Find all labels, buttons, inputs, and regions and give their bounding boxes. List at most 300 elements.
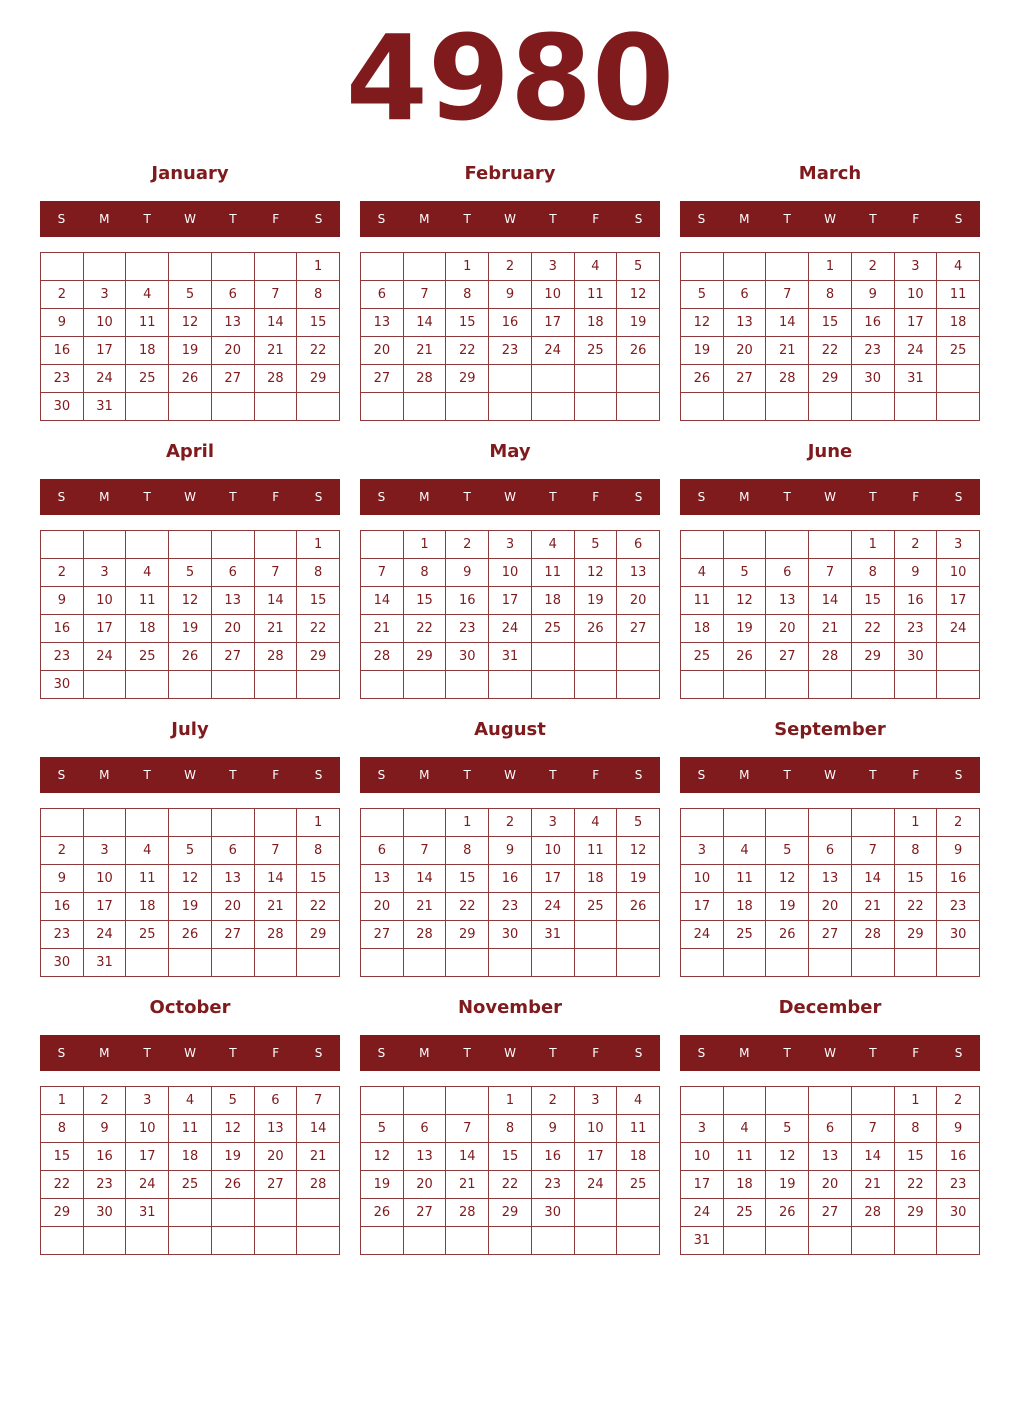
- empty-day-cell: [681, 531, 724, 559]
- day-cell: 10: [895, 281, 938, 309]
- empty-day-cell: [212, 531, 255, 559]
- day-cell: 24: [895, 337, 938, 365]
- day-cell: 11: [681, 587, 724, 615]
- weekday-label: F: [592, 490, 600, 504]
- empty-day-cell: [212, 253, 255, 281]
- day-cell: 9: [937, 1115, 980, 1143]
- day-cell: 2: [532, 1087, 575, 1115]
- day-cell: 27: [724, 365, 767, 393]
- day-cell: 21: [404, 337, 447, 365]
- day-cell: 29: [404, 643, 447, 671]
- weekday-label: T: [869, 212, 877, 226]
- day-cell: 19: [617, 865, 660, 893]
- day-cell: 6: [361, 281, 404, 309]
- day-cell: 10: [126, 1115, 169, 1143]
- day-cell: 20: [404, 1171, 447, 1199]
- day-cell: 17: [84, 337, 127, 365]
- day-cell: 22: [852, 615, 895, 643]
- weekday-label: M: [99, 490, 110, 504]
- empty-day-cell: [937, 643, 980, 671]
- weekday-label: S: [377, 212, 386, 226]
- day-cell: 11: [126, 587, 169, 615]
- empty-day-cell: [575, 671, 618, 699]
- empty-day-cell: [852, 1227, 895, 1255]
- day-cell: 7: [255, 281, 298, 309]
- day-cell: 15: [446, 309, 489, 337]
- day-cell: 26: [617, 337, 660, 365]
- day-cell: 24: [681, 921, 724, 949]
- day-cell: 21: [361, 615, 404, 643]
- weekday-header: [40, 1035, 340, 1071]
- empty-day-cell: [937, 365, 980, 393]
- empty-day-cell: [724, 253, 767, 281]
- day-cell: 11: [617, 1115, 660, 1143]
- day-cell: 9: [41, 865, 84, 893]
- day-cell: 4: [617, 1087, 660, 1115]
- day-cell: 15: [895, 1143, 938, 1171]
- empty-day-cell: [126, 1227, 169, 1255]
- day-cell: 9: [446, 559, 489, 587]
- day-cell: 16: [489, 309, 532, 337]
- empty-day-cell: [852, 393, 895, 421]
- empty-day-cell: [255, 253, 298, 281]
- day-cell: 30: [41, 393, 84, 421]
- day-cell: 29: [446, 365, 489, 393]
- day-cell: 20: [617, 587, 660, 615]
- day-cell: 11: [724, 865, 767, 893]
- day-cell: 26: [766, 1199, 809, 1227]
- day-cell: 14: [297, 1115, 340, 1143]
- day-cell: 4: [724, 1115, 767, 1143]
- day-cell: 14: [255, 309, 298, 337]
- day-cell: 12: [361, 1143, 404, 1171]
- day-cell: 31: [895, 365, 938, 393]
- day-cell: 7: [852, 837, 895, 865]
- empty-day-cell: [255, 949, 298, 977]
- day-cell: 28: [255, 643, 298, 671]
- month-september: [680, 714, 980, 942]
- day-cell: 26: [169, 921, 212, 949]
- empty-day-cell: [724, 671, 767, 699]
- day-cell: 4: [724, 837, 767, 865]
- empty-day-cell: [895, 671, 938, 699]
- day-cell: 23: [937, 893, 980, 921]
- month-december: [680, 992, 980, 1248]
- day-cell: 13: [404, 1143, 447, 1171]
- empty-day-cell: [212, 393, 255, 421]
- month-july: [40, 714, 340, 970]
- weekday-label: F: [912, 212, 920, 226]
- day-cell: 13: [617, 559, 660, 587]
- empty-day-cell: [84, 1227, 127, 1255]
- day-cell: 12: [575, 559, 618, 587]
- day-cell: 8: [895, 837, 938, 865]
- empty-day-cell: [809, 1227, 852, 1255]
- empty-day-cell: [724, 1087, 767, 1115]
- day-cell: 24: [532, 337, 575, 365]
- day-cell: 22: [446, 893, 489, 921]
- day-cell: 6: [212, 281, 255, 309]
- day-cell: 20: [809, 893, 852, 921]
- day-cell: 21: [255, 893, 298, 921]
- weekday-header: [360, 757, 660, 793]
- day-cell: 13: [361, 865, 404, 893]
- weekday-label: T: [549, 490, 557, 504]
- day-cell: 5: [575, 531, 618, 559]
- day-cell: 23: [446, 615, 489, 643]
- day-cell: 5: [169, 837, 212, 865]
- month-title: January: [151, 163, 229, 184]
- day-cell: 12: [724, 587, 767, 615]
- weekday-label: F: [592, 768, 600, 782]
- day-cell: 30: [489, 921, 532, 949]
- day-cell: 4: [532, 531, 575, 559]
- day-cell: 25: [575, 337, 618, 365]
- day-cell: 28: [255, 365, 298, 393]
- day-cell: 20: [724, 337, 767, 365]
- day-cell: 10: [532, 837, 575, 865]
- day-cell: 28: [361, 643, 404, 671]
- month-title: November: [457, 997, 563, 1018]
- day-cell: 17: [84, 615, 127, 643]
- month-title: July: [171, 719, 209, 740]
- month-title: October: [149, 997, 231, 1018]
- weekday-label: S: [954, 1046, 963, 1060]
- day-grid: [40, 252, 340, 421]
- day-cell: 10: [681, 865, 724, 893]
- weekday-label: M: [739, 768, 750, 782]
- day-cell: 3: [489, 531, 532, 559]
- weekday-label: W: [504, 490, 516, 504]
- weekday-label: F: [912, 490, 920, 504]
- weekday-label: S: [57, 1046, 66, 1060]
- day-grid: [360, 1086, 660, 1255]
- weekday-label: T: [549, 212, 557, 226]
- day-cell: 9: [895, 559, 938, 587]
- weekday-label: T: [869, 768, 877, 782]
- empty-day-cell: [41, 531, 84, 559]
- empty-day-cell: [404, 809, 447, 837]
- day-cell: 8: [446, 281, 489, 309]
- weekday-label: S: [697, 490, 706, 504]
- weekday-label: T: [783, 490, 791, 504]
- empty-day-cell: [724, 531, 767, 559]
- empty-day-cell: [724, 949, 767, 977]
- day-cell: 20: [809, 1171, 852, 1199]
- empty-day-cell: [84, 531, 127, 559]
- empty-day-cell: [681, 1087, 724, 1115]
- day-cell: 28: [766, 365, 809, 393]
- empty-day-cell: [809, 1087, 852, 1115]
- day-cell: 26: [212, 1171, 255, 1199]
- day-cell: 10: [575, 1115, 618, 1143]
- weekday-label: W: [184, 768, 196, 782]
- day-cell: 16: [446, 587, 489, 615]
- day-cell: 24: [126, 1171, 169, 1199]
- weekday-label: M: [99, 1046, 110, 1060]
- weekday-label: S: [634, 768, 643, 782]
- day-cell: 12: [766, 1143, 809, 1171]
- weekday-label: S: [377, 1046, 386, 1060]
- weekday-label: F: [912, 1046, 920, 1060]
- weekday-label: M: [419, 212, 430, 226]
- empty-day-cell: [404, 253, 447, 281]
- weekday-header: [40, 479, 340, 515]
- day-cell: 24: [84, 365, 127, 393]
- day-cell: 19: [212, 1143, 255, 1171]
- day-cell: 19: [169, 615, 212, 643]
- day-cell: 23: [489, 337, 532, 365]
- day-cell: 17: [895, 309, 938, 337]
- empty-day-cell: [532, 949, 575, 977]
- day-cell: 18: [126, 615, 169, 643]
- day-cell: 24: [532, 893, 575, 921]
- day-cell: 30: [937, 921, 980, 949]
- weekday-label: T: [143, 768, 151, 782]
- month-title: April: [165, 441, 215, 462]
- empty-day-cell: [575, 1199, 618, 1227]
- day-cell: 16: [937, 1143, 980, 1171]
- day-cell: 9: [41, 309, 84, 337]
- day-cell: 22: [297, 337, 340, 365]
- empty-day-cell: [84, 671, 127, 699]
- day-cell: 29: [809, 365, 852, 393]
- empty-day-cell: [446, 671, 489, 699]
- empty-day-cell: [617, 1199, 660, 1227]
- day-cell: 28: [404, 365, 447, 393]
- day-cell: 9: [852, 281, 895, 309]
- empty-day-cell: [446, 393, 489, 421]
- month-title: August: [474, 719, 546, 740]
- day-cell: 8: [852, 559, 895, 587]
- weekday-label: S: [57, 768, 66, 782]
- day-cell: 5: [212, 1087, 255, 1115]
- day-cell: 14: [361, 587, 404, 615]
- day-cell: 9: [489, 837, 532, 865]
- empty-day-cell: [297, 393, 340, 421]
- day-cell: 24: [84, 921, 127, 949]
- empty-day-cell: [809, 531, 852, 559]
- day-cell: 6: [766, 559, 809, 587]
- empty-day-cell: [255, 393, 298, 421]
- day-grid: [40, 530, 340, 699]
- day-cell: 6: [809, 1115, 852, 1143]
- day-cell: 23: [937, 1171, 980, 1199]
- empty-day-cell: [126, 949, 169, 977]
- day-cell: 6: [724, 281, 767, 309]
- day-cell: 4: [126, 281, 169, 309]
- day-cell: 16: [895, 587, 938, 615]
- day-cell: 31: [84, 393, 127, 421]
- day-cell: 27: [361, 921, 404, 949]
- day-cell: 25: [724, 921, 767, 949]
- empty-day-cell: [937, 671, 980, 699]
- weekday-header: [40, 757, 340, 793]
- day-cell: 15: [446, 865, 489, 893]
- day-cell: 4: [937, 253, 980, 281]
- weekday-label: M: [99, 212, 110, 226]
- empty-day-cell: [852, 949, 895, 977]
- day-cell: 7: [255, 837, 298, 865]
- day-cell: 27: [361, 365, 404, 393]
- day-cell: 7: [404, 837, 447, 865]
- day-cell: 16: [852, 309, 895, 337]
- month-title: May: [489, 441, 531, 462]
- day-cell: 23: [41, 365, 84, 393]
- weekday-label: F: [912, 768, 920, 782]
- weekday-label: S: [314, 1046, 323, 1060]
- empty-day-cell: [895, 1227, 938, 1255]
- day-cell: 2: [489, 809, 532, 837]
- empty-day-cell: [126, 671, 169, 699]
- empty-day-cell: [255, 809, 298, 837]
- empty-day-cell: [361, 809, 404, 837]
- empty-day-cell: [169, 1199, 212, 1227]
- day-cell: 2: [489, 253, 532, 281]
- day-cell: 29: [297, 921, 340, 949]
- day-cell: 25: [617, 1171, 660, 1199]
- day-cell: 1: [809, 253, 852, 281]
- weekday-label: T: [229, 212, 237, 226]
- day-cell: 10: [532, 281, 575, 309]
- empty-day-cell: [297, 671, 340, 699]
- weekday-label: W: [824, 768, 836, 782]
- empty-day-cell: [212, 671, 255, 699]
- empty-day-cell: [489, 671, 532, 699]
- day-cell: 11: [575, 837, 618, 865]
- day-cell: 27: [809, 921, 852, 949]
- day-cell: 16: [532, 1143, 575, 1171]
- empty-day-cell: [361, 1087, 404, 1115]
- day-cell: 28: [255, 921, 298, 949]
- empty-day-cell: [617, 921, 660, 949]
- day-cell: 10: [489, 559, 532, 587]
- day-cell: 30: [41, 949, 84, 977]
- empty-day-cell: [724, 1227, 767, 1255]
- empty-day-cell: [404, 1087, 447, 1115]
- weekday-label: S: [377, 768, 386, 782]
- empty-day-cell: [361, 949, 404, 977]
- empty-day-cell: [617, 365, 660, 393]
- day-cell: 7: [255, 559, 298, 587]
- day-cell: 19: [169, 337, 212, 365]
- day-cell: 24: [681, 1199, 724, 1227]
- day-cell: 18: [532, 587, 575, 615]
- day-cell: 25: [169, 1171, 212, 1199]
- day-grid: [680, 252, 980, 421]
- day-cell: 25: [532, 615, 575, 643]
- day-cell: 11: [169, 1115, 212, 1143]
- month-august: [360, 714, 660, 942]
- day-cell: 18: [937, 309, 980, 337]
- day-cell: 23: [532, 1171, 575, 1199]
- day-cell: 22: [895, 1171, 938, 1199]
- day-cell: 13: [255, 1115, 298, 1143]
- empty-day-cell: [212, 1199, 255, 1227]
- weekday-label: W: [184, 212, 196, 226]
- day-cell: 14: [809, 587, 852, 615]
- day-cell: 20: [255, 1143, 298, 1171]
- day-cell: 5: [766, 1115, 809, 1143]
- empty-day-cell: [532, 643, 575, 671]
- day-cell: 26: [169, 365, 212, 393]
- empty-day-cell: [41, 253, 84, 281]
- empty-day-cell: [297, 1227, 340, 1255]
- day-cell: 4: [126, 837, 169, 865]
- empty-day-cell: [766, 531, 809, 559]
- empty-day-cell: [681, 671, 724, 699]
- day-cell: 21: [766, 337, 809, 365]
- day-cell: 1: [41, 1087, 84, 1115]
- day-cell: 18: [724, 893, 767, 921]
- day-cell: 10: [681, 1143, 724, 1171]
- day-cell: 14: [404, 309, 447, 337]
- month-march: [680, 158, 980, 386]
- weekday-label: S: [314, 212, 323, 226]
- empty-day-cell: [126, 531, 169, 559]
- day-cell: 20: [212, 893, 255, 921]
- day-cell: 29: [446, 921, 489, 949]
- day-cell: 11: [126, 865, 169, 893]
- day-cell: 18: [575, 309, 618, 337]
- day-cell: 7: [297, 1087, 340, 1115]
- day-cell: 3: [84, 837, 127, 865]
- day-cell: 7: [766, 281, 809, 309]
- day-cell: 7: [809, 559, 852, 587]
- day-cell: 9: [41, 587, 84, 615]
- empty-day-cell: [212, 949, 255, 977]
- day-cell: 21: [255, 337, 298, 365]
- day-cell: 3: [84, 281, 127, 309]
- empty-day-cell: [575, 393, 618, 421]
- empty-day-cell: [404, 671, 447, 699]
- month-january: [40, 158, 340, 414]
- empty-day-cell: [617, 949, 660, 977]
- day-cell: 19: [575, 587, 618, 615]
- day-cell: 22: [809, 337, 852, 365]
- weekday-label: T: [143, 212, 151, 226]
- day-cell: 10: [84, 865, 127, 893]
- day-cell: 12: [617, 837, 660, 865]
- day-cell: 30: [852, 365, 895, 393]
- day-cell: 16: [937, 865, 980, 893]
- day-cell: 18: [724, 1171, 767, 1199]
- day-cell: 20: [212, 615, 255, 643]
- empty-day-cell: [489, 365, 532, 393]
- day-cell: 2: [84, 1087, 127, 1115]
- weekday-label: S: [697, 1046, 706, 1060]
- empty-day-cell: [489, 949, 532, 977]
- day-cell: 4: [575, 809, 618, 837]
- weekday-label: W: [184, 490, 196, 504]
- day-cell: 26: [724, 643, 767, 671]
- day-cell: 27: [212, 643, 255, 671]
- day-cell: 23: [489, 893, 532, 921]
- day-cell: 12: [169, 309, 212, 337]
- weekday-label: M: [739, 1046, 750, 1060]
- day-cell: 23: [852, 337, 895, 365]
- weekday-header: [360, 201, 660, 237]
- empty-day-cell: [617, 1227, 660, 1255]
- day-cell: 3: [532, 809, 575, 837]
- day-cell: 17: [575, 1143, 618, 1171]
- weekday-label: F: [272, 768, 280, 782]
- day-cell: 20: [212, 337, 255, 365]
- day-cell: 3: [681, 1115, 724, 1143]
- empty-day-cell: [255, 1227, 298, 1255]
- empty-day-cell: [255, 531, 298, 559]
- empty-day-cell: [84, 809, 127, 837]
